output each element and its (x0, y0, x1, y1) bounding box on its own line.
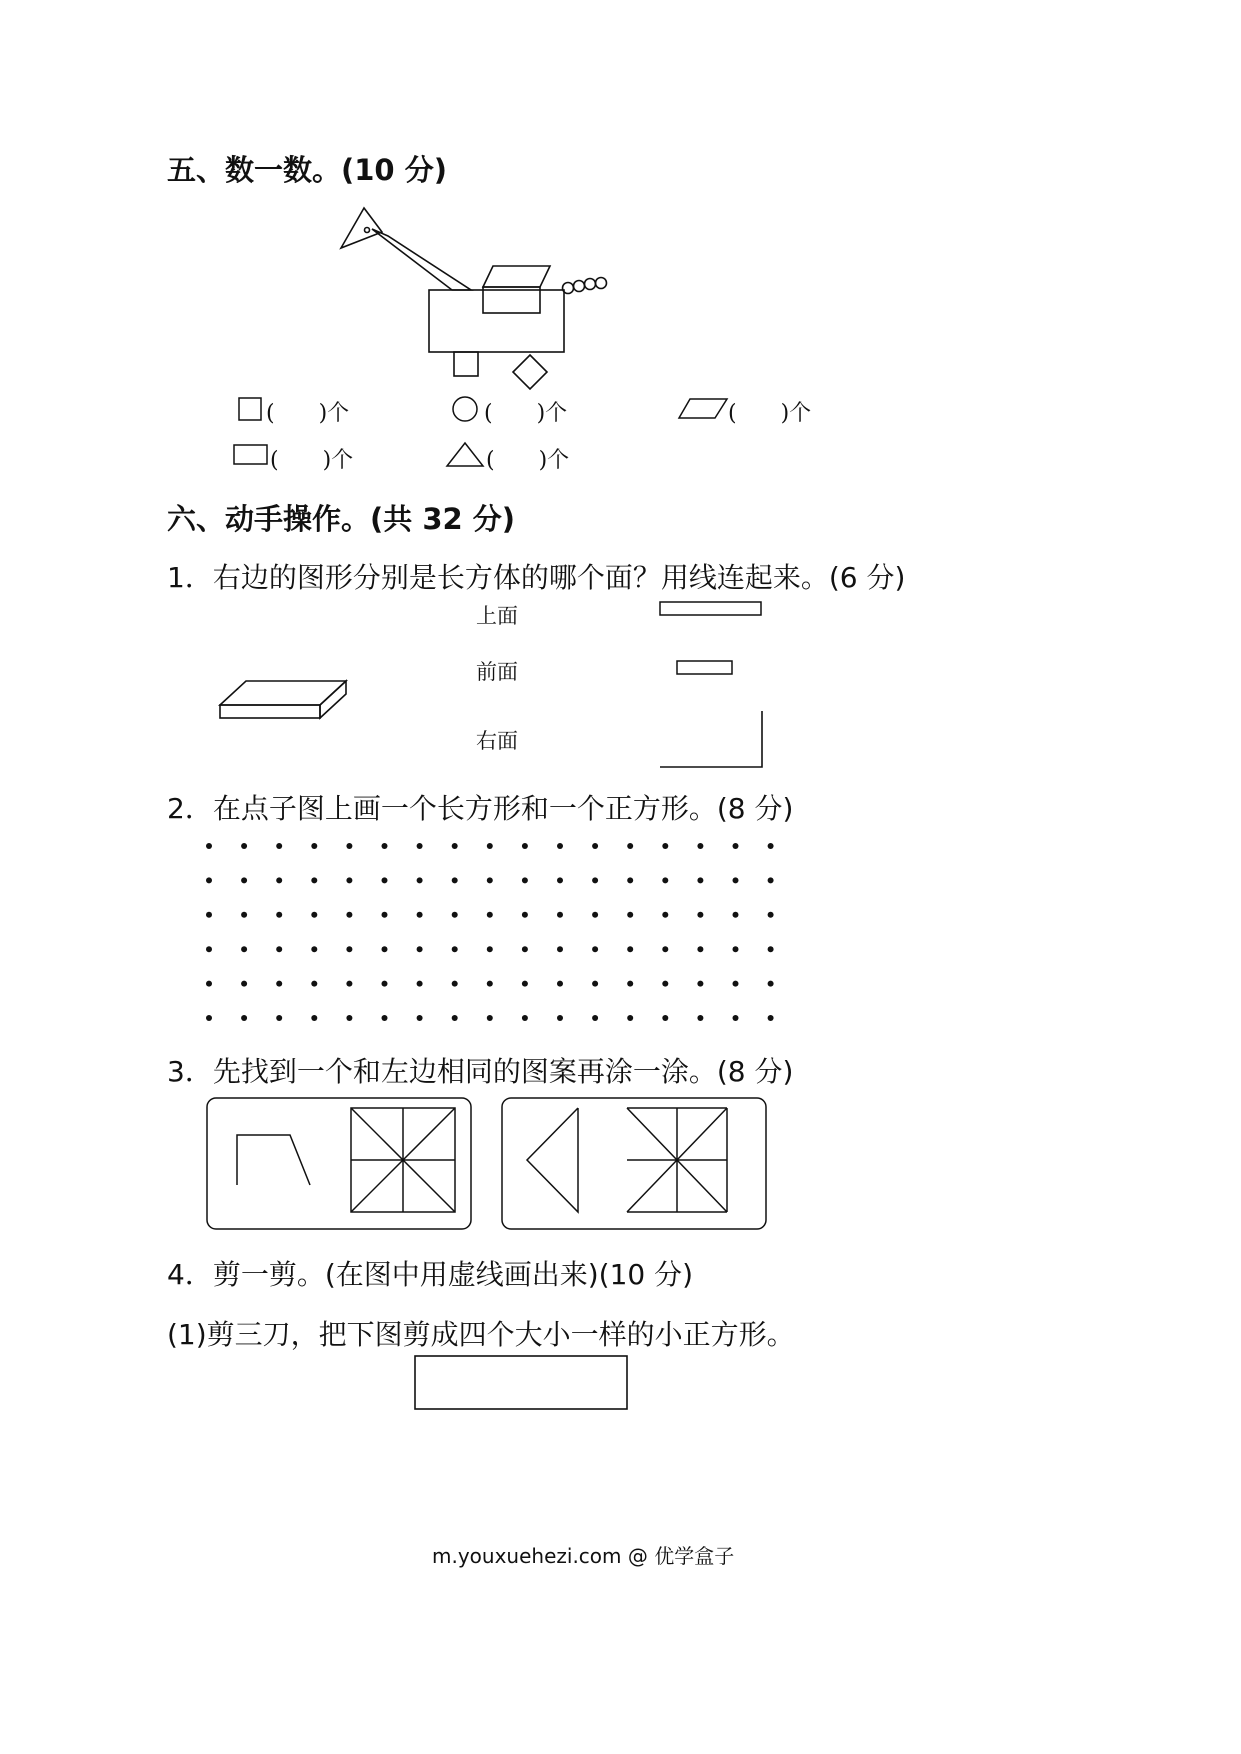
grid-dot[interactable] (206, 946, 212, 952)
grid-dot[interactable] (768, 843, 774, 849)
grid-dot[interactable] (487, 946, 493, 952)
face-shape-long-rect[interactable] (658, 600, 764, 618)
grid-dot[interactable] (417, 912, 423, 918)
grid-dot[interactable] (662, 912, 668, 918)
grid-dot[interactable] (276, 912, 282, 918)
horse-shapes-figure (330, 200, 620, 390)
saddle-parallelogram (483, 266, 550, 287)
grid-dot[interactable] (557, 912, 563, 918)
grid-dot[interactable] (697, 843, 703, 849)
grid-dot[interactable] (522, 843, 528, 849)
grid-dot[interactable] (733, 1015, 739, 1021)
grid-dot[interactable] (768, 912, 774, 918)
grid-dot[interactable] (557, 946, 563, 952)
grid-dot[interactable] (311, 981, 317, 987)
grid-dot[interactable] (452, 877, 458, 883)
cuboid-figure (216, 676, 350, 722)
grid-dot[interactable] (592, 981, 598, 987)
cut-rectangle[interactable] (413, 1354, 631, 1412)
grid-dot[interactable] (592, 946, 598, 952)
grid-dot[interactable] (662, 981, 668, 987)
face-label-right[interactable]: 右面 (476, 729, 518, 753)
saddle-rectangle (483, 287, 540, 313)
circle-icon (452, 396, 478, 422)
grid-dot[interactable] (382, 1015, 388, 1021)
grid-dot[interactable] (346, 843, 352, 849)
grid-dot[interactable] (662, 1015, 668, 1021)
grid-dot[interactable] (417, 946, 423, 952)
grid-dot[interactable] (662, 946, 668, 952)
grid-dot[interactable] (487, 1015, 493, 1021)
grid-dot[interactable] (276, 1015, 282, 1021)
grid-dot[interactable] (627, 1015, 633, 1021)
grid-dot[interactable] (592, 1015, 598, 1021)
square-icon (238, 397, 262, 421)
circle-count[interactable]: ( )个 (484, 401, 568, 426)
triangle-count[interactable]: ( )个 (486, 448, 570, 473)
grid-dot[interactable] (382, 912, 388, 918)
grid-dot[interactable] (768, 946, 774, 952)
grid-dot[interactable] (627, 843, 633, 849)
grid-dot[interactable] (452, 912, 458, 918)
grid-dot[interactable] (311, 1015, 317, 1021)
grid-dot[interactable] (557, 1015, 563, 1021)
grid-dot[interactable] (627, 877, 633, 883)
face-label-top[interactable]: 上面 (476, 604, 518, 628)
grid-dot[interactable] (522, 912, 528, 918)
grid-dot[interactable] (241, 912, 247, 918)
rectangle-count[interactable]: ( )个 (270, 448, 354, 473)
q4-sub1-text: (1)剪三刀，把下图剪成四个大小一样的小正方形。 (167, 1318, 795, 1351)
grid-dot[interactable] (592, 912, 598, 918)
footer-text: m.youxuehezi.com @ 优学盒子 (432, 1544, 735, 1568)
grid-dot[interactable] (522, 1015, 528, 1021)
grid-dot[interactable] (206, 1015, 212, 1021)
square-count[interactable]: ( )个 (266, 401, 350, 426)
grid-dot[interactable] (733, 981, 739, 987)
grid-dot[interactable] (697, 981, 703, 987)
grid-dot[interactable] (662, 877, 668, 883)
grid-dot[interactable] (487, 843, 493, 849)
grid-dot[interactable] (522, 877, 528, 883)
grid-dot[interactable] (276, 946, 282, 952)
grid-dot[interactable] (417, 1015, 423, 1021)
grid-dot[interactable] (382, 946, 388, 952)
grid-dot[interactable] (346, 912, 352, 918)
grid-dot[interactable] (417, 981, 423, 987)
grid-dot[interactable] (557, 843, 563, 849)
grid-dot[interactable] (768, 1015, 774, 1021)
grid-dot[interactable] (592, 843, 598, 849)
pattern-box-1[interactable] (205, 1096, 475, 1232)
grid-dot[interactable] (487, 912, 493, 918)
grid-dot[interactable] (733, 946, 739, 952)
grid-dot[interactable] (417, 877, 423, 883)
grid-dot[interactable] (733, 912, 739, 918)
face-label-front[interactable]: 前面 (476, 660, 518, 684)
grid-dot[interactable] (627, 946, 633, 952)
grid-dot[interactable] (241, 1015, 247, 1021)
eye-circle (365, 228, 370, 233)
grid-dot[interactable] (417, 843, 423, 849)
grid-dot[interactable] (346, 946, 352, 952)
grid-dot[interactable] (487, 981, 493, 987)
q3-text: 3．先找到一个和左边相同的图案再涂一涂。(8 分) (167, 1055, 794, 1088)
grid-dot[interactable] (452, 1015, 458, 1021)
leg-square (454, 352, 478, 376)
grid-dot[interactable] (557, 877, 563, 883)
grid-dot[interactable] (206, 877, 212, 883)
grid-dot[interactable] (241, 843, 247, 849)
grid-dot[interactable] (241, 981, 247, 987)
grid-dot[interactable] (206, 981, 212, 987)
grid-dot[interactable] (697, 877, 703, 883)
q1-text: 1．右边的图形分别是长方体的哪个面？用线连起来。(6 分) (167, 561, 906, 594)
grid-dot[interactable] (522, 946, 528, 952)
grid-dot[interactable] (452, 843, 458, 849)
grid-dot[interactable] (311, 877, 317, 883)
grid-dot[interactable] (452, 946, 458, 952)
grid-dot[interactable] (241, 946, 247, 952)
head-triangle (341, 208, 382, 248)
face-shape-small-rect[interactable] (675, 659, 735, 677)
grid-dot[interactable] (733, 877, 739, 883)
grid-dot[interactable] (276, 981, 282, 987)
grid-dot[interactable] (768, 981, 774, 987)
grid-dot[interactable] (241, 877, 247, 883)
triangle-icon (446, 442, 484, 468)
grid-dot[interactable] (311, 912, 317, 918)
grid-dot[interactable] (206, 912, 212, 918)
grid-dot[interactable] (346, 1015, 352, 1021)
grid-dot[interactable] (276, 843, 282, 849)
grid-dot[interactable] (697, 946, 703, 952)
grid-dot[interactable] (487, 877, 493, 883)
rectangle-icon (233, 444, 269, 466)
section6-title: 六、动手操作。(共 32 分) (167, 502, 516, 536)
grid-dot[interactable] (382, 877, 388, 883)
grid-dot[interactable] (627, 981, 633, 987)
q2-text: 2．在点子图上画一个长方形和一个正方形。(8 分) (167, 792, 794, 825)
grid-dot[interactable] (276, 877, 282, 883)
grid-dot[interactable] (557, 981, 563, 987)
face-shape-open-rect[interactable] (658, 709, 766, 771)
neck-parallelogram (372, 229, 471, 290)
grid-dot[interactable] (662, 843, 668, 849)
leg-diamond (513, 355, 547, 389)
grid-dot[interactable] (697, 1015, 703, 1021)
grid-dot[interactable] (627, 912, 633, 918)
grid-dot[interactable] (382, 981, 388, 987)
parallelogram-icon (678, 398, 728, 420)
grid-dot[interactable] (733, 843, 739, 849)
parallelogram-count[interactable]: ( )个 (728, 401, 812, 426)
grid-dot[interactable] (592, 877, 598, 883)
grid-dot[interactable] (311, 946, 317, 952)
grid-dot[interactable] (346, 981, 352, 987)
body-rectangle (429, 290, 564, 352)
grid-dot[interactable] (206, 843, 212, 849)
pattern-box-2[interactable] (500, 1096, 770, 1232)
q4-text: 4．剪一剪。(在图中用虚线画出来)(10 分) (167, 1258, 694, 1291)
grid-dot[interactable] (311, 843, 317, 849)
grid-dot[interactable] (346, 877, 352, 883)
grid-dot[interactable] (697, 912, 703, 918)
dot-grid[interactable] (195, 832, 795, 1032)
grid-dot[interactable] (768, 877, 774, 883)
section5-title: 五、数一数。(10 分) (167, 153, 447, 187)
grid-dot[interactable] (452, 981, 458, 987)
grid-dot[interactable] (522, 981, 528, 987)
grid-dot[interactable] (382, 843, 388, 849)
